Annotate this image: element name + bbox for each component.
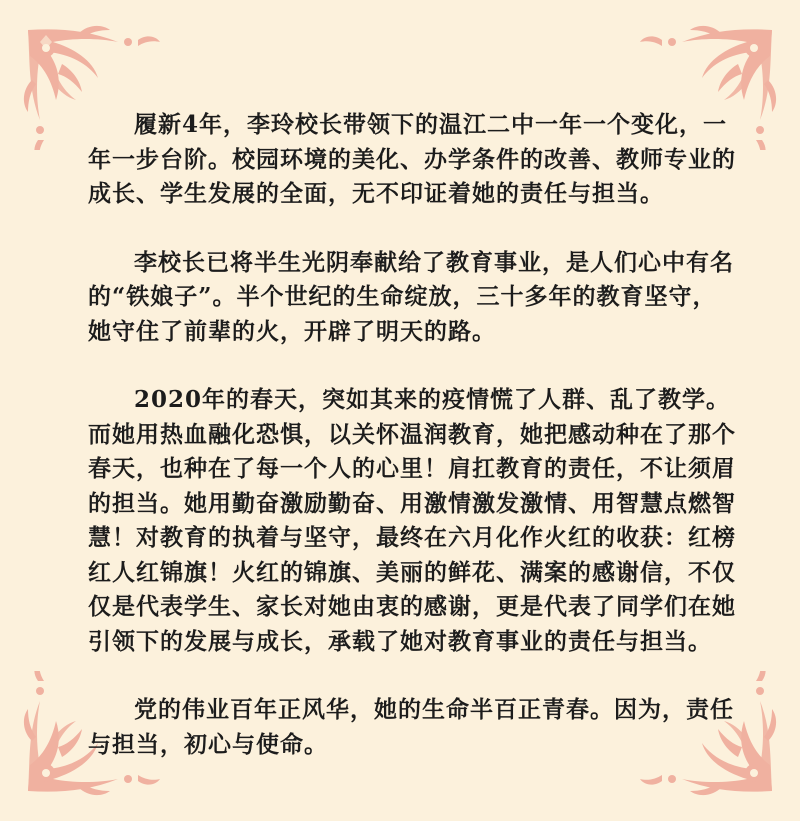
article-body (88, 108, 740, 762)
paragraph-1: 履新4年，李玲校长带领下的温江二中一年一个变化，一年一步台阶。校园环境的美化、办学条件的改善、教师专业的成长、学生发展的全面，无不印证着她的责任与担当。 (88, 111, 736, 207)
paragraph-3: 2020年的春天，突如其来的疫情慌了人群、乱了教学。而她用热血融化恐惧，以关怀温润教育，她把感动种在了那个春天，也种在了每一个人的心里！肩扛教育的责任，不让须眉的担当。她用勤奋激励勤奋、用激情激发激情、用智慧点燃智慧！对教育的执着与坚守，最终在六月化作火红的收获：红榜红人红锦旗！火红的锦旗、美丽的鲜花、满案的感谢信，不仅仅是代表学生、家长对她由衷的感谢，更是代表了同学们在她引领下的发展与成长，承载了她对教育事业的责任与担当。 (88, 386, 736, 655)
paragraph-4: 党的伟业百年正风华，她的生命半百正青春。因为，责任与担当，初心与使命。 (88, 696, 734, 758)
paragraph-2: 李校长已将半生光阴奉献给了教育事业，是人们心中有名的“铁娘子”。半个世纪的生命绽放，三十多年的教育坚守，她守住了前辈的火，开辟了明天的路。 (88, 248, 734, 345)
